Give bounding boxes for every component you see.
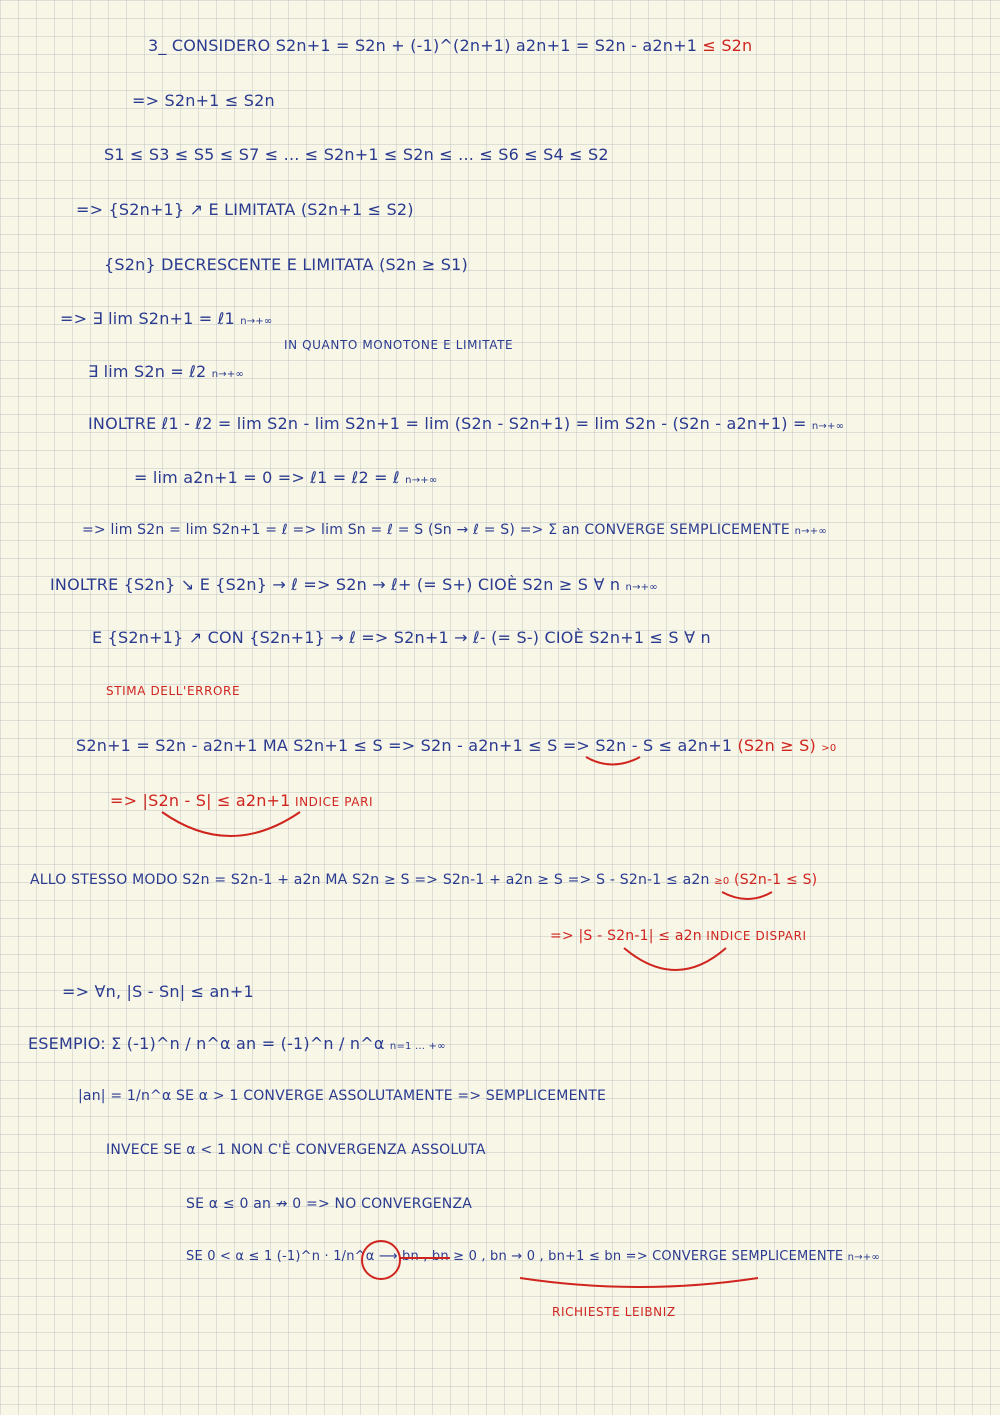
line-9: INOLTRE ℓ1 - ℓ2 = lim S2n - lim S2n+1 = lim (S2n - S2n+1) = lim S2n - (S2n - a2n+1) = n→+∞: [88, 414, 845, 433]
line-20: ESEMPIO: Σ (-1)^n / n^α an = (-1)^n / n^α n=1 … +∞: [28, 1034, 446, 1053]
line-12: INOLTRE {S2n} ↘ E {S2n} → ℓ => S2n → ℓ+ (= S+) CIOÈ S2n ≥ S ∀ n n→+∞: [50, 575, 658, 594]
line-23: SE α ≤ 0 an ↛ 0 => NO CONVERGENZA: [186, 1196, 473, 1212]
line-17: ALLO STESSO MODO S2n = S2n-1 + a2n MA S2n ≥ S => S2n-1 + a2n ≥ S => S - S2n-1 ≤ a2n ≥0 (S2n-1 ≤ S): [30, 872, 818, 888]
underline-leibniz: [520, 1278, 758, 1287]
line-7: IN QUANTO MONOTONE E LIMITATE: [284, 338, 514, 352]
line-11: => lim S2n = lim S2n+1 = ℓ => lim Sn = ℓ = S (Sn → ℓ = S) => Σ an CONVERGE SEMPLICEMENTE n→+∞: [82, 522, 827, 538]
line-24: SE 0 < α ≤ 1 (-1)^n · 1/n^α ⟶ bn , bn ≥ 0 , bn → 0 , bn+1 ≤ bn => CONVERGE SEMPLICEMENTE n→+∞: [186, 1249, 880, 1264]
label-leibniz-requirements: RICHIESTE LEIBNIZ: [552, 1305, 676, 1319]
line-16: => |S2n - S| ≤ a2n+1 INDICE PARI: [110, 791, 374, 810]
line-19: => ∀n, |S - Sn| ≤ an+1: [62, 982, 254, 1001]
line-1: 3_ CONSIDERO S2n+1 = S2n + (-1)^(2n+1) a2n+1 = S2n - a2n+1 ≤ S2n: [148, 36, 753, 55]
arrow-even-index: [162, 812, 300, 836]
line-22: INVECE SE α < 1 NON C'È CONVERGENZA ASSOLUTA: [106, 1142, 486, 1158]
arrow-odd-index: [624, 948, 726, 970]
line-8: ∃ lim S2n = ℓ2 n→+∞: [88, 362, 244, 381]
line-13: E {S2n+1} ↗ CON {S2n+1} → ℓ => S2n+1 → ℓ- (= S-) CIOÈ S2n+1 ≤ S ∀ n: [92, 628, 711, 647]
heading-error-estimate: STIMA DELL'ERRORE: [106, 684, 241, 698]
line-3: S1 ≤ S3 ≤ S5 ≤ S7 ≤ ... ≤ S2n+1 ≤ S2n ≤ ... ≤ S6 ≤ S4 ≤ S2: [104, 145, 609, 164]
line-2: => S2n+1 ≤ S2n: [132, 91, 275, 110]
line-10: = lim a2n+1 = 0 => ℓ1 = ℓ2 = ℓ n→+∞: [134, 468, 438, 487]
line-4: => {S2n+1} ↗ E LIMITATA (S2n+1 ≤ S2): [76, 200, 414, 219]
underbrace-nonneg: [722, 892, 772, 899]
line-15: S2n+1 = S2n - a2n+1 MA S2n+1 ≤ S => S2n - a2n+1 ≤ S => S2n - S ≤ a2n+1 (S2n ≥ S) >0: [76, 736, 837, 755]
underbrace-positive: [586, 757, 640, 765]
line-5: {S2n} DECRESCENTE E LIMITATA (S2n ≥ S1): [104, 255, 468, 274]
line-21: |an| = 1/n^α SE α > 1 CONVERGE ASSOLUTAMENTE => SEMPLICEMENTE: [78, 1088, 607, 1104]
line-18: => |S - S2n-1| ≤ a2n INDICE DISPARI: [550, 928, 807, 944]
line-6: => ∃ lim S2n+1 = ℓ1 n→+∞: [60, 309, 273, 328]
